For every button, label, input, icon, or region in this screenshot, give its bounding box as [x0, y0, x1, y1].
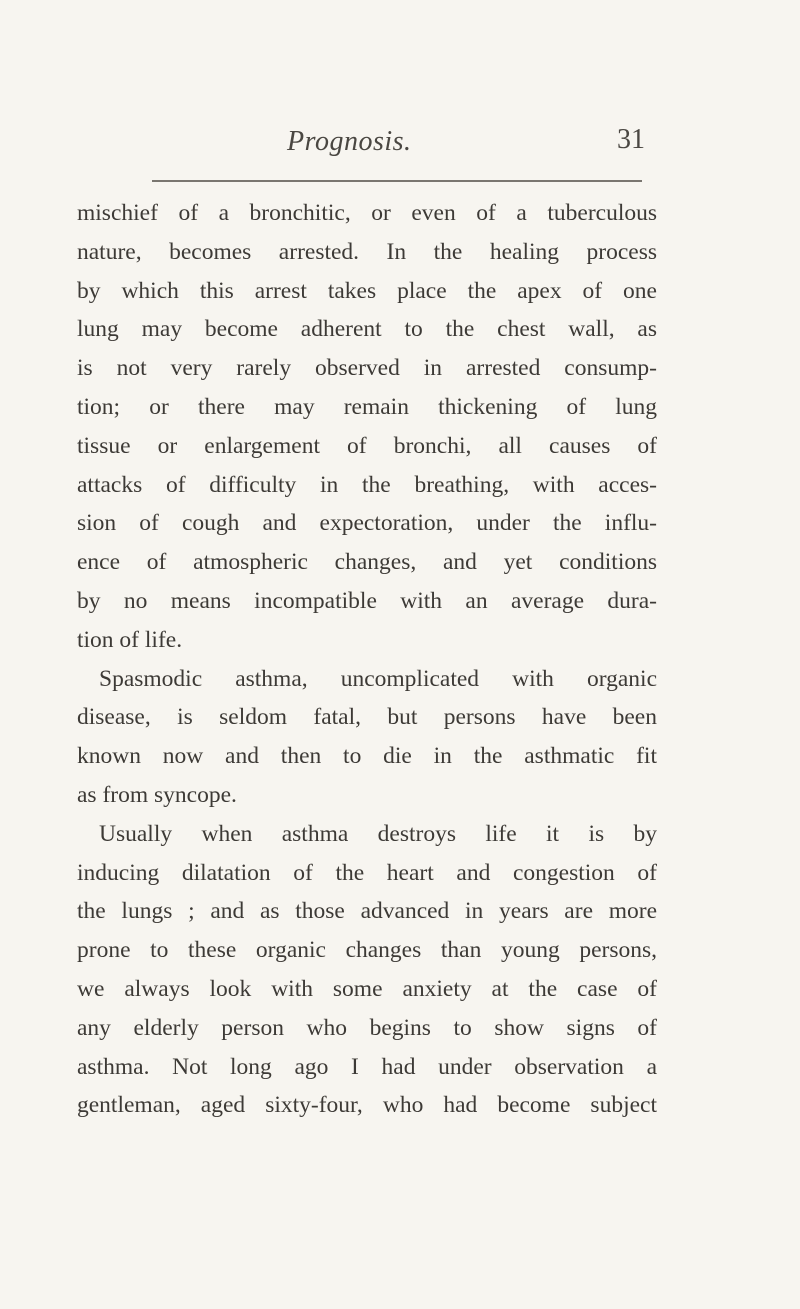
text-line: as from syncope.: [77, 781, 237, 808]
text-line: is not very rarely observed in arrested consump-: [77, 355, 657, 382]
text-line: mischief of a bronchitic, or even of a tuberculous: [77, 200, 657, 226]
text-line: tissue or enlargement of bronchi, all causes of: [77, 432, 657, 459]
text-line: ence of atmospheric changes, and yet conditions: [77, 549, 657, 576]
page-number: 31: [617, 124, 645, 155]
text-line: by no means incompatible with an average dura-: [77, 587, 657, 614]
text-line: the lungs ; and as those advanced in years are more: [77, 898, 657, 925]
header-rule: [152, 180, 642, 182]
text-line: any elderly person who begins to show signs of: [77, 1014, 657, 1041]
running-title: Prognosis.: [287, 126, 412, 157]
text-line: inducing dilatation of the heart and congestion of: [77, 859, 657, 886]
text-line: disease, is seldom fatal, but persons have been: [77, 704, 657, 731]
text-line: tion of life.: [77, 626, 183, 653]
text-line: asthma. Not long ago I had under observation a: [77, 1053, 657, 1080]
text-line: sion of cough and expectoration, under the influ-: [77, 510, 657, 537]
text-line: attacks of difficulty in the breathing, with acces-: [77, 471, 657, 498]
body-text: [77, 194, 657, 1125]
text-line: by which this arrest takes place the apex of one: [77, 277, 657, 304]
text-line: gentleman, aged sixty-four, who had become subject: [77, 1092, 657, 1119]
text-line: prone to these organic changes than young persons,: [77, 937, 657, 964]
text-line: nature, becomes arrested. In the healing process: [77, 238, 657, 265]
text-line: we always look with some anxiety at the case of: [77, 975, 657, 1002]
text-line: lung may become adherent to the chest wall, as: [77, 316, 657, 343]
text-line: tion; or there may remain thickening of lung: [77, 393, 657, 420]
text-line: Spasmodic asthma, uncomplicated with organic: [99, 665, 657, 692]
text-line: Usually when asthma destroys life it is by: [99, 820, 657, 847]
text-line: known now and then to die in the asthmatic fit: [77, 743, 657, 770]
